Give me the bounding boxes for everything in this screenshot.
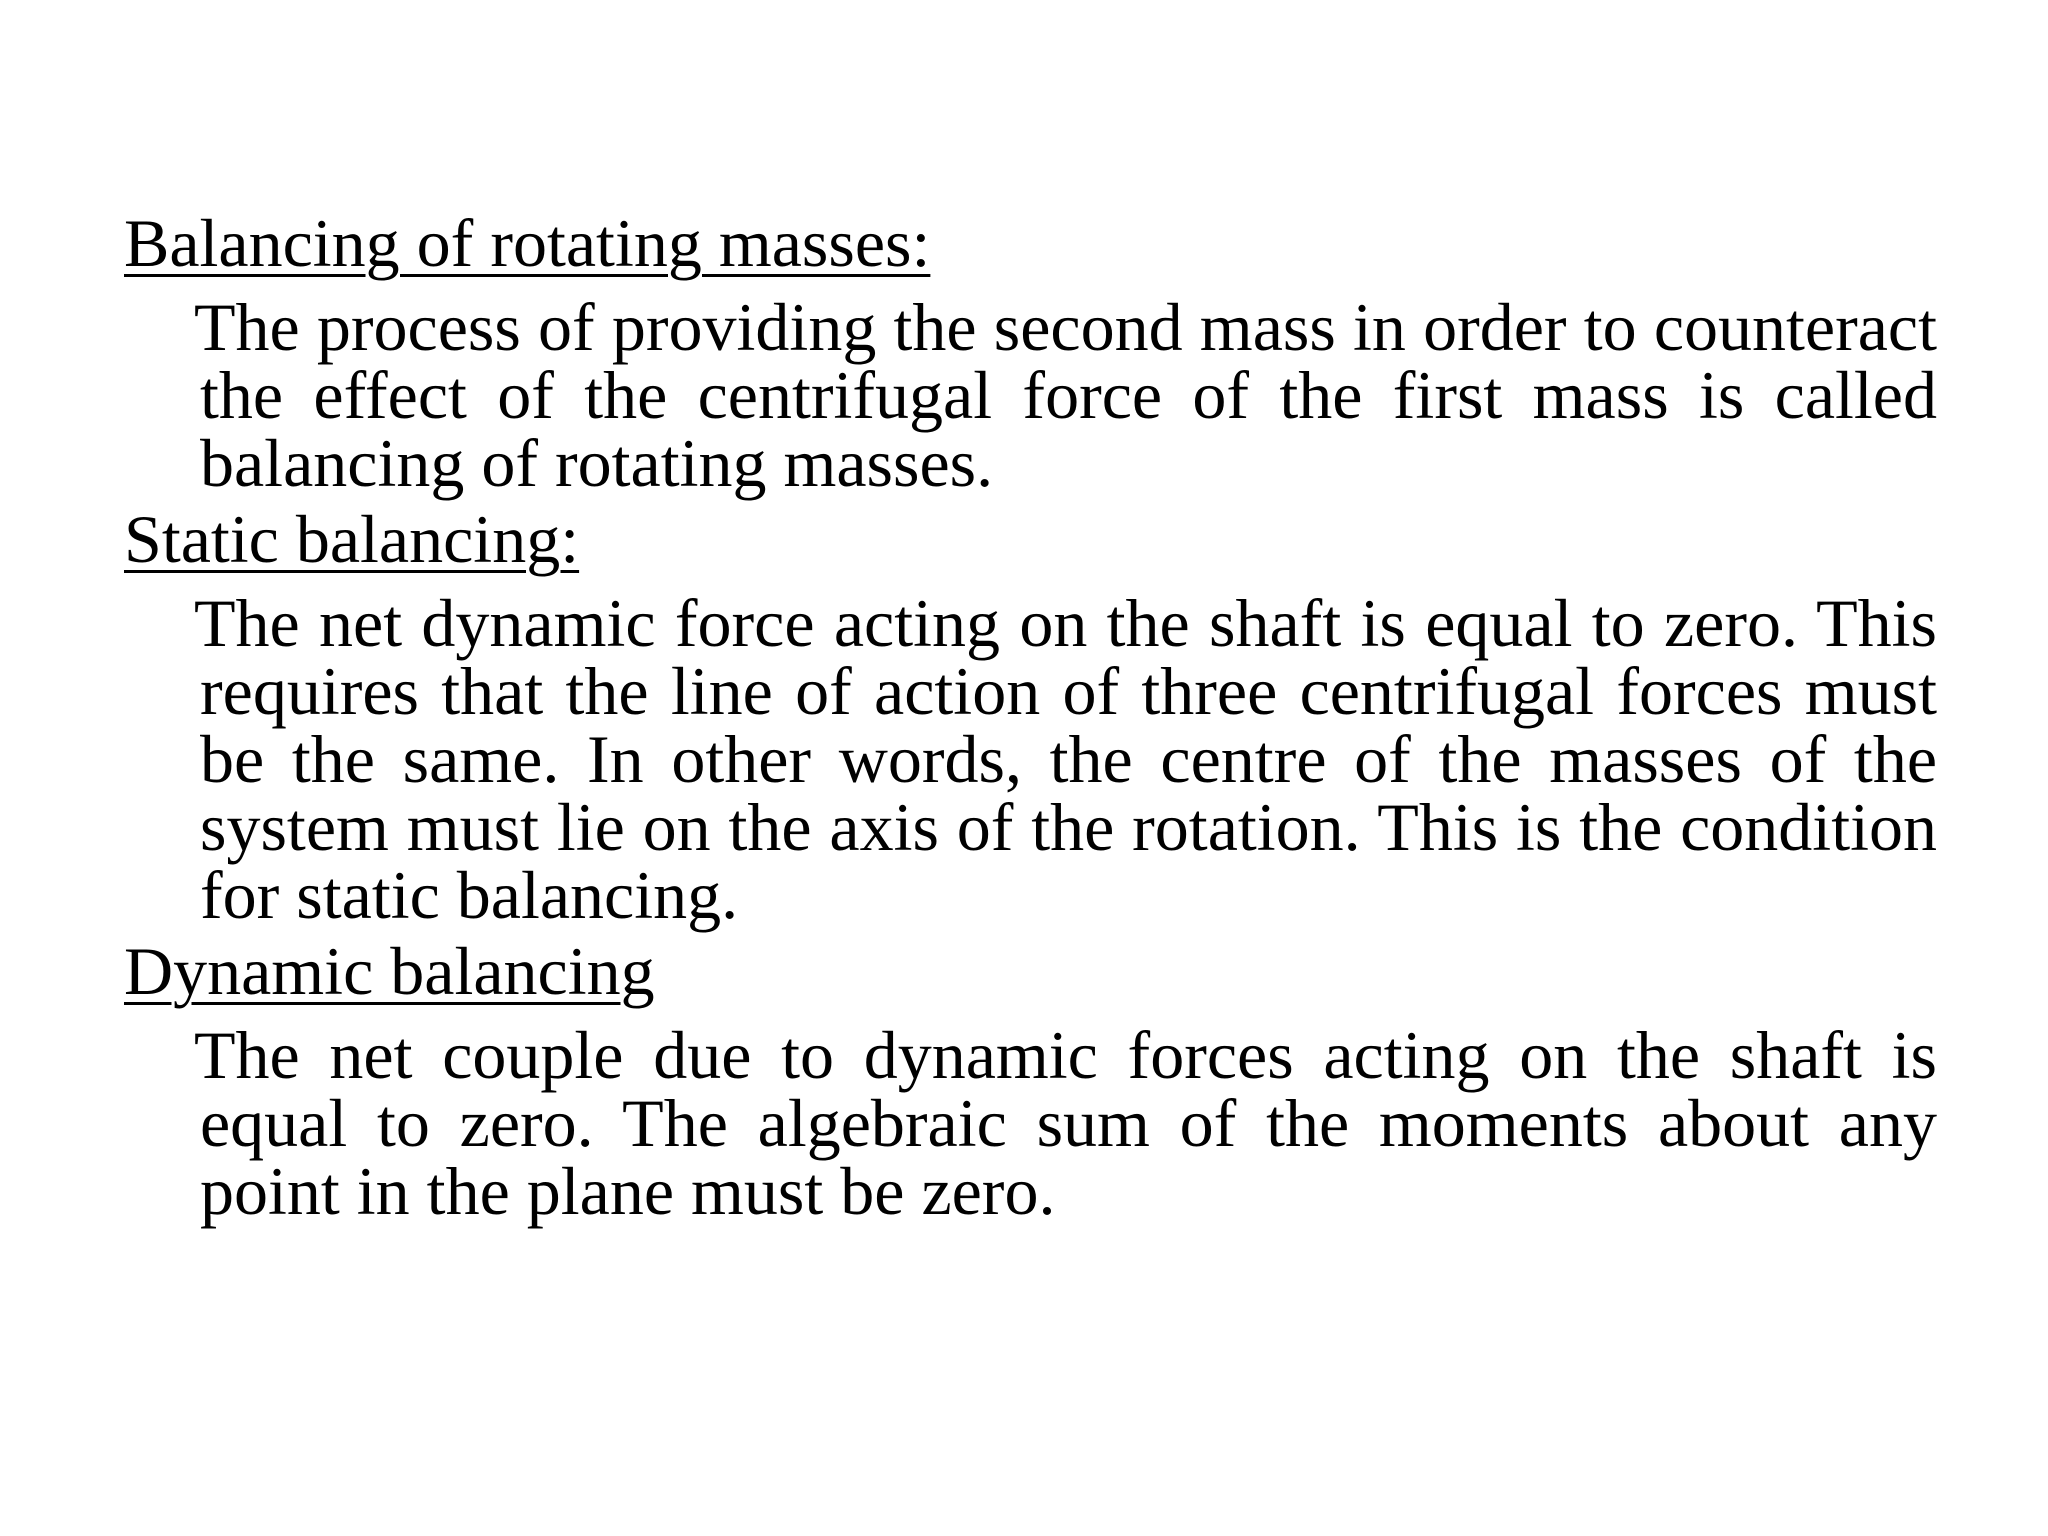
- section-dynamic-balancing: [124, 931, 1937, 1227]
- section-rotating-masses: [124, 203, 1937, 499]
- slide-content: [124, 203, 1937, 1227]
- heading-dynamic-balancing: Dynamic balancing: [124, 933, 655, 1009]
- heading-balancing-rotating-masses: Balancing of rotating masses:: [124, 205, 931, 281]
- definition-static-balancing: The net dynamic force acting on the shaft is equal to zero. This requires that the line of action of three centrifugal forces must be the same. In other words, the centre of the masses of the system must lie on the axis of the rotation. This is the condition for static balancing.: [194, 585, 1937, 933]
- heading-static-balancing: Static balancing:: [124, 501, 580, 577]
- section-static-balancing: [124, 499, 1937, 931]
- definition-balancing-rotating-masses: The process of providing the second mass in order to counteract the effect of the centrifugal force of the first mass is called balancing of rotating masses.: [194, 289, 1937, 501]
- definition-dynamic-balancing: The net couple due to dynamic forces acting on the shaft is equal to zero. The algebraic sum of the moments about any point in the plane must be zero.: [194, 1017, 1937, 1229]
